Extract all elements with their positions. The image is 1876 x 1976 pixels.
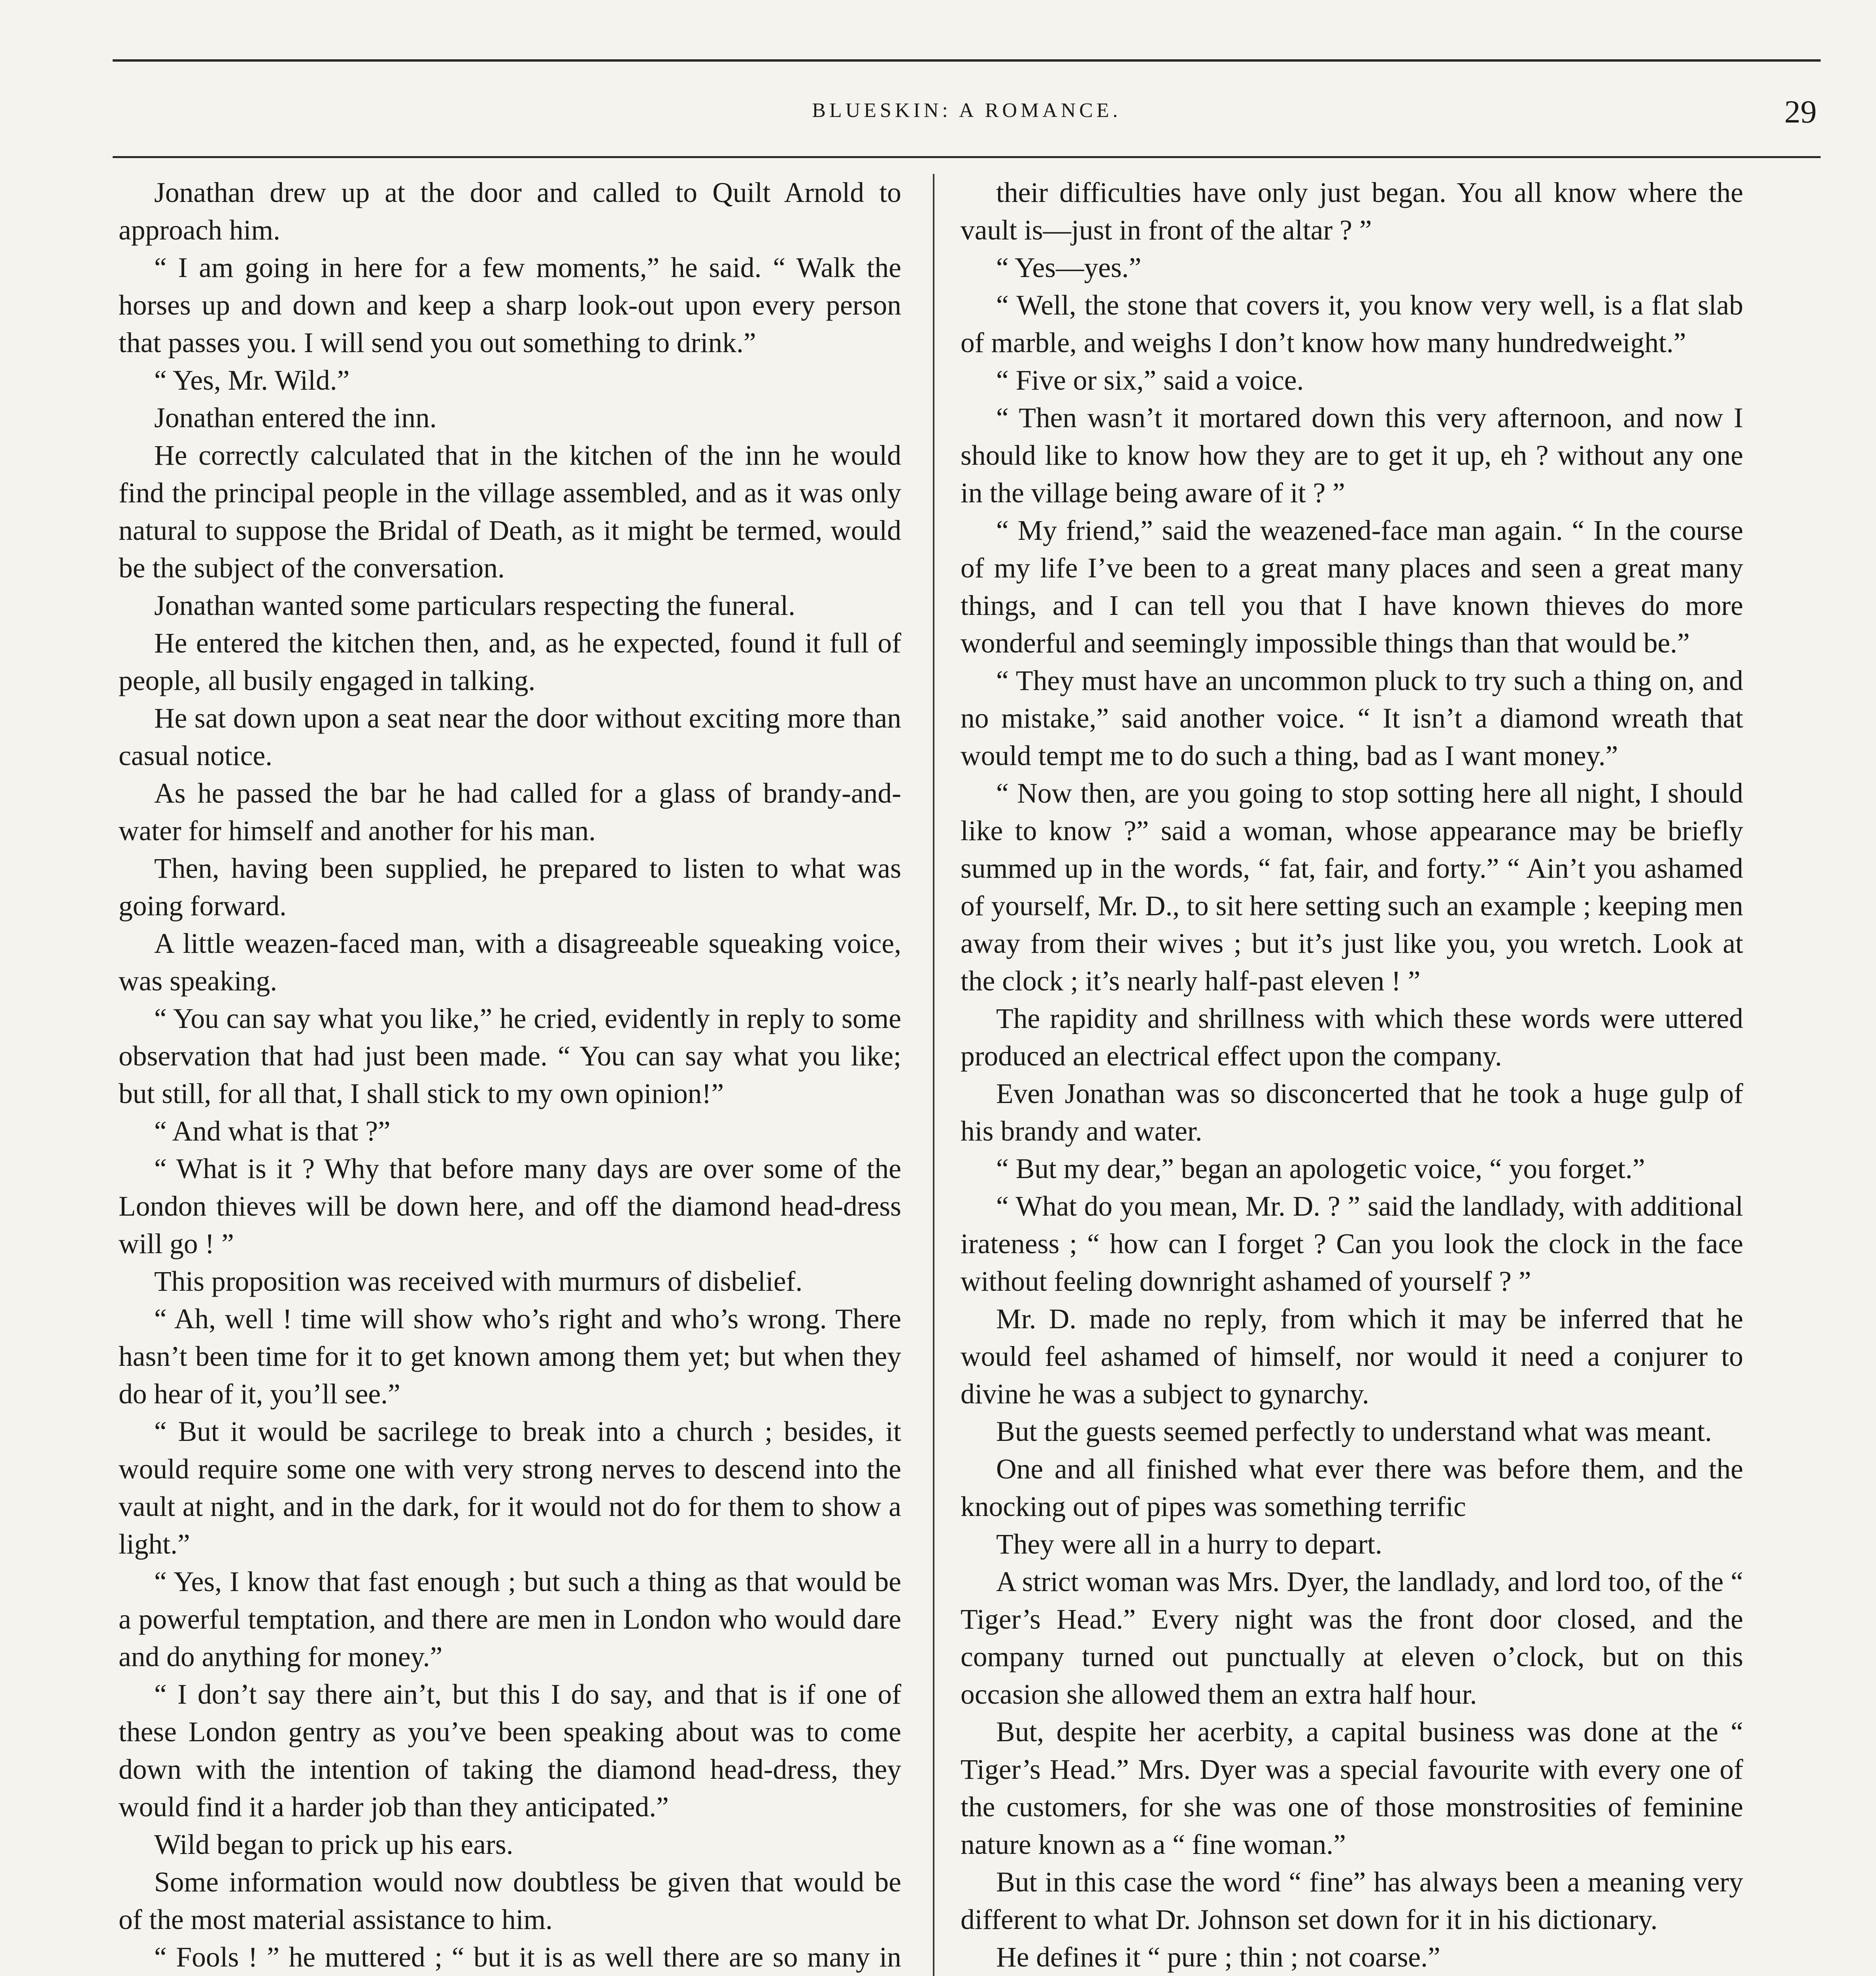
running-head: BLUESKIN: A ROMANCE. — [812, 99, 1121, 122]
paragraph: “ Five or six,” said a voice. — [996, 365, 1304, 396]
paragraph: “ And what is that ?” — [154, 1116, 391, 1147]
paragraph: “ I am going in here for a few moments,” he said. “ Walk the horses up and down and keep a sharp look-out upon every person that passes you. I will send you out something to drink.” — [119, 252, 901, 358]
page-number: 29 — [1784, 94, 1817, 130]
paragraph: He defines it “ pure ; thin ; not coarse.” — [996, 1942, 1440, 1973]
paragraph: One and all finished what ever there was before them, and the knocking out of pipes was something terrific — [961, 1454, 1743, 1522]
paragraph: “ Well, the stone that covers it, you know very well, is a flat slab of marble, and weighs I don’t know how many hundredweight.” — [961, 290, 1743, 358]
paragraph: “ Yes, I know that fast enough ; but such a thing as that would be a powerful temptation, and there are men in London who would dare and do anything for money.” — [119, 1566, 901, 1672]
paragraph: “ Yes—yes.” — [996, 252, 1142, 283]
paragraph: A strict woman was Mrs. Dyer, the landlady, and lord too, of the “ Tiger’s Head.” Every night was the front door closed, and the company turned out punctually at eleven o’clock, but on this occasion she allowed them an extra half hour. — [961, 1566, 1743, 1710]
paragraph: Some information would now doubtless be given that would be of the most material assistance to him. — [119, 1867, 901, 1935]
paragraph: “ I don’t say there ain’t, but this I do say, and that is if one of these London gentry as you’ve been speaking about was to come down with the intention of taking the diamond head-dress, they would find it a harder job than they anticipated.” — [119, 1679, 901, 1823]
paragraph: “ What is it ? Why that before many days are over some of the London thieves will be down here, and off the diamond head-dress will go ! ” — [119, 1153, 901, 1260]
paragraph: their difficulties have only just began. You all know where the vault is—just in front of the altar ? ” — [961, 177, 1743, 246]
paragraph: A little weazen-faced man, with a disagreeable squeaking voice, was speaking. — [119, 928, 901, 997]
paragraph: “ Fools ! ” he muttered ; “ but it is as well there are so many in — [154, 1942, 901, 1973]
paragraph: But, despite her acerbity, a capital business was done at the “ Tiger’s Head.” Mrs. Dyer was a special favourite with every one of the customers, for she was one of those monstrosities of feminine nature known as a “ fine woman.” — [961, 1716, 1743, 1860]
paragraph: “ Then wasn’t it mortared down this very afternoon, and now I should like to know how they are to get it up, eh ? without any one in the village being aware of it ? ” — [961, 402, 1743, 509]
right-column — [961, 174, 1743, 1976]
paragraph: Even Jonathan was so disconcerted that he took a huge gulp of his brandy and water. — [961, 1078, 1743, 1147]
paragraph: They were all in a hurry to depart. — [996, 1529, 1382, 1560]
paragraph: “ You can say what you like,” he cried, evidently in reply to some observation that had just been made. “ You can say what you like; but still, for all that, I shall stick to my own opinion!” — [119, 1003, 901, 1109]
paragraph: But the guests seemed perfectly to understand what was meant. — [996, 1416, 1712, 1447]
paragraph: But in this case the word “ fine” has always been a meaning very different to what Dr. Johnson set down for it in his dictionary. — [961, 1867, 1743, 1935]
paragraph: “ They must have an uncommon pluck to try such a thing on, and no mistake,” said another voice. “ It isn’t a diamond wreath that would tempt me to do such a thing, bad as I want money.” — [961, 665, 1743, 771]
paragraph: The rapidity and shrillness with which these words were uttered produced an electrical effect upon the company. — [961, 1003, 1743, 1072]
paragraph: Jonathan drew up at the door and called to Quilt Arnold to approach him. — [119, 177, 901, 246]
paragraph: “ Now then, are you going to stop sotting here all night, I should like to know ?” said a woman, whose appearance may be briefly summed up in the words, “ fat, fair, and forty.” “ Ain’t you ashamed of yourself, Mr. D., to sit here setting such an example ; keeping men away from their wives ; but it’s just like you, you wretch. Look at the clock ; it’s nearly half-past eleven ! ” — [961, 778, 1743, 997]
paragraph: “ Ah, well ! time will show who’s right and who’s wrong. There hasn’t been time for it to get known among them yet; but when they do hear of it, you’ll see.” — [119, 1303, 901, 1410]
paragraph: As he passed the bar he had called for a glass of brandy-and-water for himself and another for his man. — [119, 778, 901, 847]
paragraph: “ But my dear,” began an apologetic voice, “ you forget.” — [996, 1153, 1645, 1184]
header-rule — [113, 156, 1821, 158]
paragraph: “ But it would be sacrilege to break into a church ; besides, it would require some one with very strong nerves to descend into the vault at night, and in the dark, for it would not do for them to show a light.” — [119, 1416, 901, 1560]
paragraph: He entered the kitchen then, and, as he expected, found it full of people, all busily engaged in talking. — [119, 628, 901, 696]
column-divider — [933, 174, 934, 1976]
paragraph: He correctly calculated that in the kitchen of the inn he would find the principal people in the village assembled, and as it was only natural to suppose the Bridal of Death, as it might be termed, would be the subject of the conversation. — [119, 440, 901, 584]
paragraph: Wild began to prick up his ears. — [154, 1829, 513, 1860]
paragraph: “ My friend,” said the weazened-face man again. “ In the course of my life I’ve been to a great many places and seen a great many things, and I can tell you that I have known thieves do more wonderful and seemingly impossible things than that would be.” — [961, 515, 1743, 659]
paragraph: Jonathan entered the inn. — [154, 402, 437, 434]
header — [113, 94, 1821, 142]
top-rule — [113, 59, 1821, 62]
paragraph: He sat down upon a seat near the door without exciting more than casual notice. — [119, 703, 901, 771]
paragraph: Jonathan wanted some particulars respecting the funeral. — [154, 590, 796, 621]
paragraph: “ Yes, Mr. Wild.” — [154, 365, 350, 396]
paragraph: “ What do you mean, Mr. D. ? ” said the landlady, with additional irateness ; “ how can I forget ? Can you look the clock in the face without feeling downright ashamed of yourself ? ” — [961, 1191, 1743, 1297]
paragraph: Then, having been supplied, he prepared to listen to what was going forward. — [119, 853, 901, 922]
left-column — [119, 174, 901, 1976]
paragraph: Mr. D. made no reply, from which it may be inferred that he would feel ashamed of himself, nor would it need a conjurer to divine he was a subject to gynarchy. — [961, 1303, 1743, 1410]
paragraph: This proposition was received with murmurs of disbelief. — [154, 1266, 803, 1297]
